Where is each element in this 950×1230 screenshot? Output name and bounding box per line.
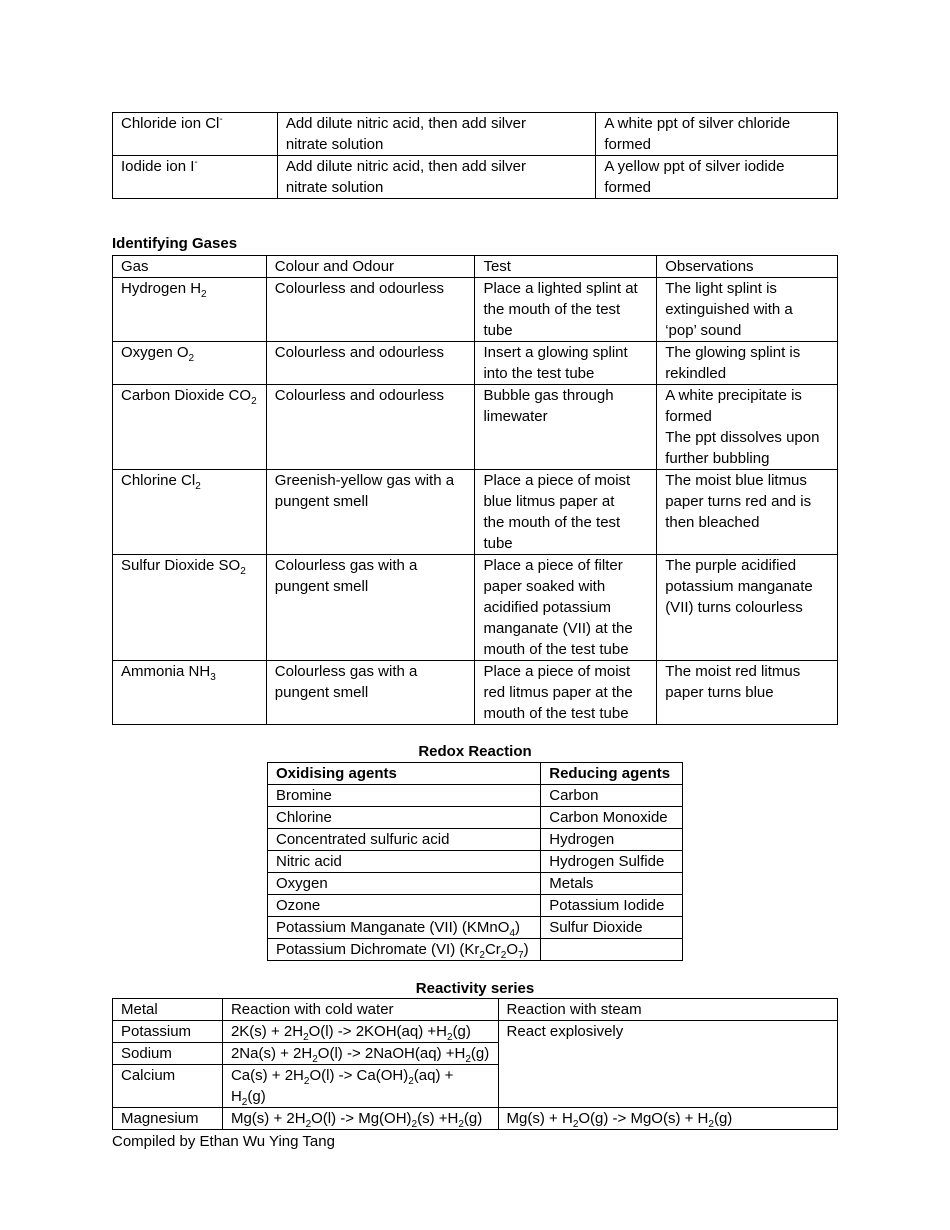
cold-water-reaction: $2Na(s) + 2H_2O(l)$ -> 2NaOH(aq) $+H_2(g)$ [222, 1043, 498, 1065]
column-header: Test [475, 256, 657, 278]
cold-water-reaction: $Ca(s) + 2H_2O(l) -> Ca(OH)_2(aq) + H_2(g)$ [222, 1065, 498, 1108]
steam-reaction: $Mg(s) + H_2O(g) -> MgO(s) + H_2(g)$ [498, 1108, 837, 1130]
table-row [113, 385, 838, 470]
table-row [113, 342, 838, 385]
column-header: Reducing agents [541, 763, 683, 785]
gas-observation: The glowing splint is rekindled [657, 342, 838, 385]
ion-name: Iodide ion I- [113, 156, 278, 199]
gas-test: Insert a glowing splint into the test tube [475, 342, 657, 385]
reducing-agent: Hydrogen [541, 829, 683, 851]
column-header: Metal [113, 999, 223, 1021]
table-row [268, 829, 683, 851]
ion-name: Chloride ion Cl- [113, 113, 278, 156]
gas-colour: Colourless and odourless [266, 342, 475, 385]
table-row [268, 807, 683, 829]
reducing-agent: Potassium Iodide [541, 895, 683, 917]
table-row [268, 895, 683, 917]
metal-name: Potassium [113, 1021, 223, 1043]
ion-test: Add dilute nitric acid, then add silver nitrate solution [277, 113, 596, 156]
gas-colour: Colourless and odourless [266, 385, 475, 470]
oxidising-agent: Nitric acid [268, 851, 541, 873]
oxidising-agent: Bromine [268, 785, 541, 807]
table-header-row [113, 999, 838, 1021]
reducing-agent: Sulfur Dioxide [541, 917, 683, 939]
gas-observation: The light splint is extinguished with a ‘pop’ sound [657, 278, 838, 342]
table-row [268, 917, 683, 939]
gas-colour: Colourless and odourless [266, 278, 475, 342]
gases-section-title: Identifying Gases [112, 235, 238, 252]
gas-colour: Greenish-yellow gas with a pungent smell [266, 470, 475, 555]
redox-section-title: Redox Reaction [418, 743, 532, 760]
table-row [268, 939, 683, 961]
table-row [268, 851, 683, 873]
oxidising-agent: Potassium Dichromate (VI) $(Kr_2Cr_2O_7)$ [268, 939, 541, 961]
column-header: Reaction with steam [498, 999, 837, 1021]
reducing-agent: Carbon Monoxide [541, 807, 683, 829]
table-row [268, 873, 683, 895]
gas-observation: A white precipitate is formed The ppt dissolves upon further bubbling [657, 385, 838, 470]
gas-observation: The moist blue litmus paper turns red and is then bleached [657, 470, 838, 555]
gas-name: Carbon Dioxide $CO_2$ [113, 385, 267, 470]
reactivity-section-title: Reactivity series [415, 980, 535, 997]
ion-test: Add dilute nitric acid, then add silver nitrate solution [277, 156, 596, 199]
gas-name: Oxygen $O_2$ [113, 342, 267, 385]
author-credit: Compiled by Ethan Wu Ying Tang [112, 1133, 335, 1150]
cold-water-reaction: $2K(s) + 2H_2O(l) -> 2KOH(aq) +H_2(g)$ [222, 1021, 498, 1043]
gas-name: Chlorine $Cl_2$ [113, 470, 267, 555]
metal-name: Calcium [113, 1065, 223, 1108]
cold-water-reaction: $Mg(s) + 2H_2O(l) -> Mg(OH)_2(s) +H_2(g)$ [222, 1108, 498, 1130]
table-row [113, 470, 838, 555]
reducing-agent: Metals [541, 873, 683, 895]
table-row [113, 661, 838, 725]
table-row [113, 278, 838, 342]
table-row [113, 113, 838, 156]
gas-test: Place a lighted splint at the mouth of the test tube [475, 278, 657, 342]
oxidising-agent: Ozone [268, 895, 541, 917]
gas-name: Sulfur Dioxide $SO_2$ [113, 555, 267, 661]
gas-observation: The moist red litmus paper turns blue [657, 661, 838, 725]
reducing-agent: Carbon [541, 785, 683, 807]
ion-tests-table [112, 112, 838, 199]
column-header: Gas [113, 256, 267, 278]
oxidising-agent: Potassium Manganate (VII) (KMnO$_4$) [268, 917, 541, 939]
gas-name: Ammonia $NH_3$ [113, 661, 267, 725]
table-row [268, 785, 683, 807]
gases-table [112, 255, 838, 725]
column-header: Colour and Odour [266, 256, 475, 278]
gas-test: Place a piece of moist red litmus paper at the mouth of the test tube [475, 661, 657, 725]
redox-table [267, 762, 683, 961]
metal-name: Sodium [113, 1043, 223, 1065]
gas-test: Place a piece of filter paper soaked with acidified potassium manganate (VII) at the mouth of the test tube [475, 555, 657, 661]
gas-name: Hydrogen $H_2$ [113, 278, 267, 342]
reducing-agent [541, 939, 683, 961]
metal-name: Magnesium [113, 1108, 223, 1130]
oxidising-agent: Oxygen [268, 873, 541, 895]
reducing-agent: Hydrogen Sulfide [541, 851, 683, 873]
table-row [113, 555, 838, 661]
oxidising-agent: Concentrated sulfuric acid [268, 829, 541, 851]
column-header: Oxidising agents [268, 763, 541, 785]
gas-colour: Colourless gas with a pungent smell [266, 555, 475, 661]
column-header: Reaction with cold water [222, 999, 498, 1021]
reactivity-table [112, 998, 838, 1130]
gas-observation: The purple acidified potassium manganate (VII) turns colourless [657, 555, 838, 661]
ion-observation: A white ppt of silver chloride formed [596, 113, 838, 156]
table-header-row [268, 763, 683, 785]
ion-observation: A yellow ppt of silver iodide formed [596, 156, 838, 199]
oxidising-agent: Chlorine [268, 807, 541, 829]
table-row [113, 1108, 838, 1130]
table-row [113, 1021, 838, 1043]
steam-reaction: React explosively [498, 1021, 837, 1108]
gas-test: Bubble gas through limewater [475, 385, 657, 470]
column-header: Observations [657, 256, 838, 278]
table-header-row [113, 256, 838, 278]
gas-colour: Colourless gas with a pungent smell [266, 661, 475, 725]
gas-test: Place a piece of moist blue litmus paper at the mouth of the test tube [475, 470, 657, 555]
table-row [113, 156, 838, 199]
